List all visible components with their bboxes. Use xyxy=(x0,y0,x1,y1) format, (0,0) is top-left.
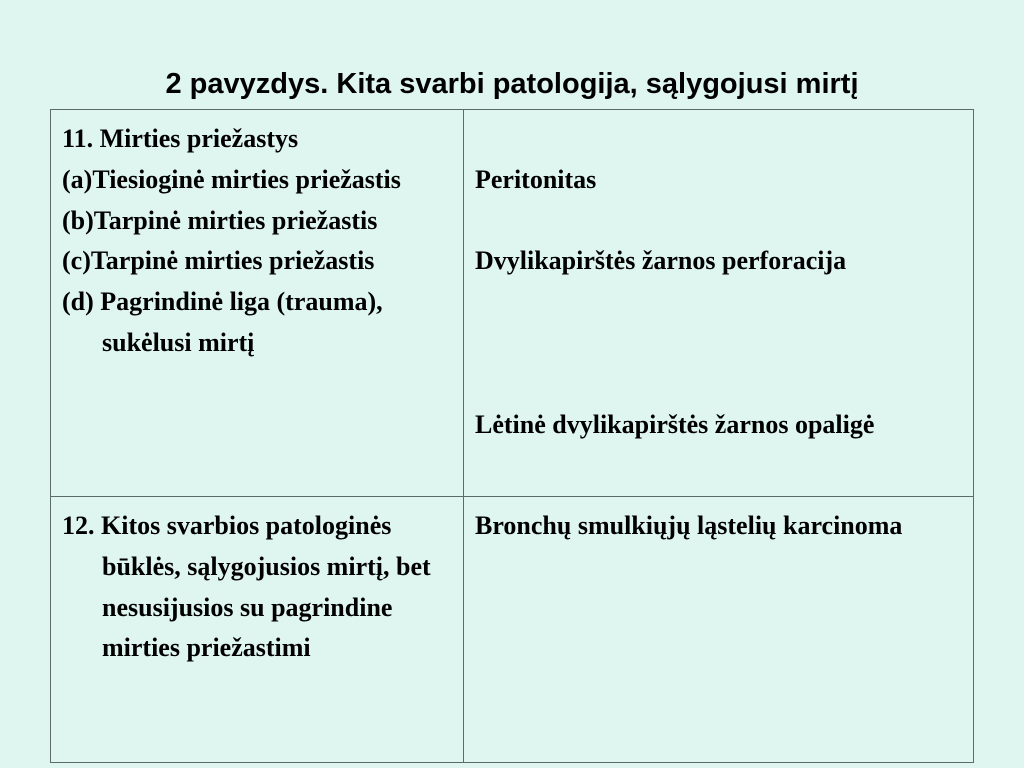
causes-heading: 11. Mirties priežastys xyxy=(62,124,299,153)
answer-b: Dvylikapirštės žarnos perforacija xyxy=(475,246,847,276)
causes-values-cell xyxy=(464,110,974,497)
answer-d: Lėtinė dvylikapirštės žarnos opaligė xyxy=(475,409,875,439)
cause-item-d: (d) Pagrindinė liga (trauma), sukėlusi mirtį xyxy=(62,287,383,357)
slide-title: 2 pavyzdys. Kita svarbi patologija, sąlygojusi mirtį xyxy=(165,68,859,100)
table-row xyxy=(51,497,974,763)
table-row xyxy=(51,110,974,497)
causes-label-cell xyxy=(51,110,464,497)
other-conditions-label-cell xyxy=(51,497,464,763)
answer-a: Peritonitas xyxy=(475,164,597,194)
cause-item-c: (c)Tarpinė mirties priežastis xyxy=(62,246,375,276)
other-conditions-value-cell xyxy=(464,497,974,763)
death-causes-table xyxy=(50,109,974,763)
cause-item-a: (a)Tiesioginė mirties priežastis xyxy=(62,164,401,194)
cause-item-b: (b)Tarpinė mirties priežastis xyxy=(62,205,378,235)
other-conditions-label: 12. Kitos svarbios patologinės būklės, sąlygojusios mirtį, bet nesusijusios su pagrindine mirties priežastimi xyxy=(62,511,431,663)
other-conditions-answer: Bronchų smulkiųjų ląstelių karcinoma xyxy=(475,511,903,540)
